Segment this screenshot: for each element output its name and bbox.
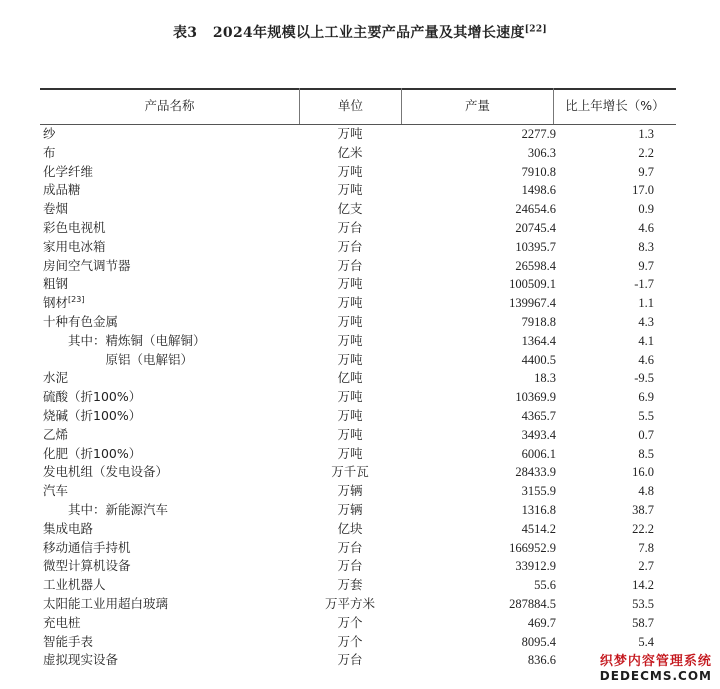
product-name-cell: 成品糖 [43,182,81,198]
unit-cell: 亿米 [337,144,363,160]
table-row [40,163,676,182]
output-cell: 166952.9 [509,540,556,555]
table-row [40,463,676,482]
product-name-cell: 太阳能工业用超白玻璃 [43,595,169,611]
unit-cell: 万吨 [337,163,363,179]
output-cell: 306.3 [527,145,556,160]
table-row [40,313,676,332]
unit-cell: 万台 [337,539,363,555]
table-number: 表3 [173,25,198,41]
growth-cell: 9.7 [638,164,654,179]
growth-cell: 4.6 [638,220,654,235]
output-cell: 4400.5 [521,352,556,367]
table-row [40,407,676,426]
table-row [40,633,676,652]
table-row [40,200,676,219]
growth-cell: 7.8 [638,540,654,555]
growth-cell: 4.8 [638,484,654,499]
output-cell: 1364.4 [521,333,556,348]
growth-cell: 4.6 [638,352,654,367]
growth-cell: 58.7 [632,615,654,630]
table-row [40,275,676,294]
growth-cell: 0.7 [638,427,654,442]
product-name-cell: 粗钢 [43,276,69,292]
table-row [40,388,676,407]
product-name-cell: 移动通信手持机 [43,539,131,555]
growth-cell: 14.2 [632,578,654,593]
table-row [40,238,676,257]
growth-cell: 8.3 [638,239,654,254]
output-cell: 100509.1 [509,277,556,292]
product-name-cell: 布 [43,144,56,160]
unit-cell: 亿吨 [337,370,363,386]
table-row [40,219,676,238]
output-cell: 139967.4 [509,296,556,311]
product-name-cell: 工业机器人 [43,577,106,593]
table-row [40,445,676,464]
footnote-ref: [23] [68,295,85,305]
growth-cell: 1.1 [638,296,654,311]
unit-cell: 万吨 [337,332,363,348]
growth-cell: 38.7 [632,502,654,517]
unit-cell: 万吨 [337,426,363,442]
unit-cell: 万吨 [337,389,363,405]
unit-cell: 万吨 [337,182,363,198]
output-cell: 836.6 [527,653,556,668]
table-row [40,651,676,670]
product-name-cell: 房间空气调节器 [43,257,131,273]
table-row [40,539,676,558]
product-name-cell: 充电桩 [43,614,81,630]
unit-cell: 万吨 [337,276,363,292]
output-cell: 469.7 [527,615,556,630]
output-cell: 33912.9 [515,559,556,574]
growth-cell: -1.7 [634,277,654,292]
product-name-cell: 其中：新能源汽车 [43,501,169,517]
table-row [40,125,676,144]
growth-cell: -9.5 [634,371,654,386]
output-cell: 7918.8 [521,314,556,329]
watermark-line1: 织梦内容管理系统 [599,654,712,669]
title-footnote-ref: [22] [524,24,547,35]
table-row [40,181,676,200]
unit-cell: 万套 [337,577,363,593]
growth-cell: 5.4 [638,634,654,649]
growth-cell: 6.9 [638,390,654,405]
table-row [40,294,676,313]
table-row [40,501,676,520]
unit-cell: 万台 [337,558,363,574]
table-title [0,22,720,42]
product-name-cell: 纱 [43,126,56,141]
unit-cell: 万台 [337,219,363,235]
product-name-cell: 十种有色金属 [43,313,119,329]
product-name-cell: 化学纤维 [43,163,94,179]
table-row [40,520,676,539]
header-product-name: 产品名称 [144,98,195,113]
growth-cell: 16.0 [632,465,654,480]
table-row [40,257,676,276]
product-name-cell: 水泥 [43,370,69,386]
output-cell: 1316.8 [521,502,556,517]
product-name-cell: 智能手表 [43,633,94,649]
growth-cell: 8.5 [638,446,654,461]
product-name-cell: 彩色电视机 [43,219,106,235]
product-name-cell: 硫酸（折100%） [43,389,142,405]
output-cell: 26598.4 [515,258,556,273]
unit-cell: 万个 [337,633,363,649]
output-cell: 55.6 [534,578,556,593]
table-row [40,482,676,501]
growth-cell: 4.1 [638,333,654,348]
table-row [40,426,676,445]
growth-cell: 5.5 [638,408,654,423]
unit-cell: 万台 [337,652,363,668]
unit-cell: 万个 [337,614,363,630]
growth-cell: 9.7 [638,258,654,273]
watermark-logo [600,650,712,683]
growth-cell: 53.5 [632,596,654,611]
unit-cell: 万台 [337,257,363,273]
unit-cell: 万吨 [337,407,363,423]
header-output: 产量 [464,98,490,113]
table-row [40,557,676,576]
product-name-cell: 其中：精炼铜（电解铜） [43,332,206,348]
table-row [40,332,676,351]
growth-cell: 22.2 [632,521,654,536]
product-name-cell: 家用电冰箱 [43,238,106,254]
table-row [40,144,676,163]
product-name-cell: 乙烯 [43,426,69,442]
product-name-cell: 汽车 [43,483,69,499]
growth-cell: 17.0 [632,183,654,198]
header-growth: 比上年增长（%） [565,98,665,113]
product-name-cell: 虚拟现实设备 [43,652,119,668]
unit-cell: 万辆 [337,501,363,517]
output-cell: 10369.9 [515,390,556,405]
unit-cell: 万平方米 [324,595,375,611]
growth-cell: 0.9 [638,202,654,217]
table-row [40,614,676,633]
growth-cell: 4.3 [638,314,654,329]
unit-cell: 亿支 [337,201,363,217]
table-row [40,595,676,614]
output-cell: 3493.4 [521,427,556,442]
output-cell: 18.3 [534,371,556,386]
watermark-line2: DEDECMS.COM [599,669,712,683]
product-name-cell: 钢材[23] [43,295,85,311]
output-cell: 10395.7 [515,239,556,254]
output-cell: 2277.9 [521,127,556,141]
unit-cell: 万吨 [337,313,363,329]
output-cell: 8095.4 [521,634,556,649]
unit-cell: 亿块 [337,520,363,536]
product-name-cell: 化肥（折100%） [43,445,142,461]
table-row [40,351,676,370]
table-row [40,576,676,595]
product-name-cell: 发电机组（发电设备） [43,464,169,480]
unit-cell: 万吨 [337,126,363,141]
output-cell: 3155.9 [521,484,556,499]
product-name-cell: 原铝（电解铝） [43,351,194,367]
product-name-cell: 烧碱（折100%） [43,407,142,423]
growth-cell: 2.7 [638,559,654,574]
unit-cell: 万辆 [337,483,363,499]
table-body [40,125,676,670]
output-cell: 4365.7 [521,408,556,423]
product-name-cell: 微型计算机设备 [43,558,131,574]
output-cell: 6006.1 [521,446,556,461]
unit-cell: 万吨 [337,295,363,311]
output-cell: 287884.5 [509,596,556,611]
output-cell: 20745.4 [515,220,556,235]
output-cell: 28433.9 [515,465,556,480]
growth-cell: 2.2 [638,145,654,160]
header-unit: 单位 [337,98,363,113]
table-row [40,369,676,388]
output-cell: 7910.8 [521,164,556,179]
unit-cell: 万吨 [337,351,363,367]
table-title-text: 2024年规模以上工业主要产品产量及其增长速度 [212,25,525,41]
output-cell: 24654.6 [515,202,556,217]
unit-cell: 万台 [337,238,363,254]
unit-cell: 万吨 [337,445,363,461]
product-name-cell: 卷烟 [43,201,69,217]
product-name-cell: 集成电路 [43,520,94,536]
unit-cell: 万千瓦 [331,464,369,480]
output-cell: 1498.6 [521,183,556,198]
growth-cell: 1.3 [638,127,654,141]
output-cell: 4514.2 [521,521,556,536]
